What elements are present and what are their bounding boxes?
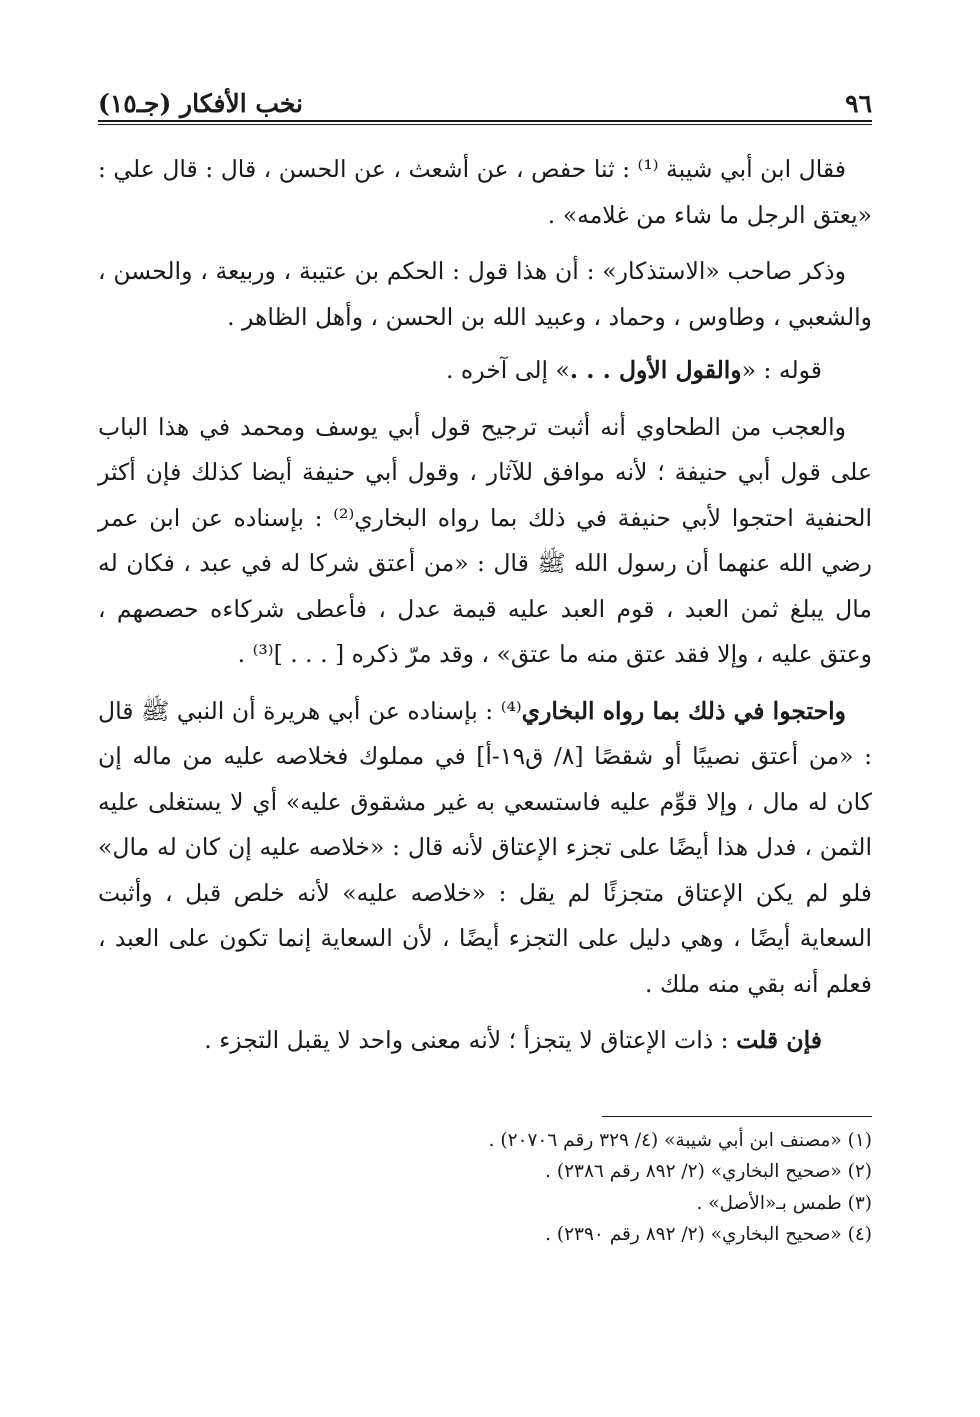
running-header [98, 72, 872, 116]
book-title: نخب الأفكار (جـ١٥) [98, 89, 304, 118]
footnote: (٤) «صحيح البخاري» (٢/ ٨٩٢ رقم ٢٣٩٠) . [545, 1224, 872, 1245]
page-number: ٩٦ [845, 89, 872, 118]
footnotes [98, 1125, 872, 1251]
paragraph: فإن قلت : ذات الإعتاق لا يتجزأ ؛ لأنه معنى واحد لا يقبل التجزء . [204, 1026, 822, 1054]
paragraph: فقال ابن أبي شيبة ⁽¹⁾ : ثنا حفص ، عن أشعث ، عن الحسن ، قال : قال علي : «يعتق الرجل ما شاء من غلامه» . [98, 155, 872, 229]
footnote: (٣) طمس بـ«الأصل» . [696, 1192, 872, 1214]
paragraph: والعجب من الطحاوي أنه أثبت ترجيح قول أبي يوسف ومحمد في هذا الباب على قول أبي حنيفة ؛ لأنه موافق للآثار ، وقول أبي حنيفة أيضا كذلك فإن أكثر الحنفية احتجوا لأبي حنيفة في ذلك بما رواه البخاري⁽²⁾ : بإسناده عن ابن عمر رضي الله عنهما أن رسول الله ﷺ قال : «من أعتق شركا له في عبد ، فكان له مال يبلغ ثمن العبد ، قوم العبد عليه قيمة عدل ، فأعطى شركاءه حصصهم ، وعتق عليه ، وإلا فقد عتق منه ما عتق» ، وقد مرّ ذكره [ . . . ]⁽³⁾ . [98, 412, 872, 668]
footnote: (١) «مصنف ابن أبي شيبة» (٤/ ٣٢٩ رقم ٢٠٧٠٦) . [488, 1129, 872, 1151]
main-text [98, 147, 872, 1064]
paragraph: واحتجوا في ذلك بما رواه البخاري⁽⁴⁾ : بإسناده عن أبي هريرة أن النبي ﷺ قال : «من أعتق نصيبًا أو شقصًا [٨/ ق١٩-أ] في مملوك فخلاصه عليه من ماله إن كان له مال ، وإلا قوِّم عليه فاستسعي به غير مشقوق عليه» أي لا يستغلى عليه الثمن ، فدل هذا أيضًا على تجزء الإعتاق لأنه قال : «خلاصه عليه إن كان له مال» فلو لم يكن الإعتاق متجزئًا لم يقل : «خلاصه عليه» لأنه خلص قبل ، وأثبت السعاية أيضًا ، وهي دليل على التجزء أيضًا ، لأن السعاية إنما تكون على العبد ، فعلم أنه بقي منه ملك . [98, 696, 872, 998]
footnote: (٢) «صحيح البخاري» (٢/ ٨٩٢ رقم ٢٣٨٦) . [545, 1161, 872, 1182]
book-page [98, 72, 872, 1251]
paragraph: وذكر صاحب «الاستذكار» : أن هذا قول : الحكم بن عتيبة ، وربيعة ، والحسن ، والشعبي ، وطاوس ، وحماد ، وعبيد الله بن الحسن ، وأهل الظاهر . [98, 257, 872, 331]
header-rule [98, 120, 872, 125]
paragraph: قوله : «والقول الأول . . .» إلى آخره . [445, 356, 822, 384]
footnote-separator [602, 1116, 872, 1117]
